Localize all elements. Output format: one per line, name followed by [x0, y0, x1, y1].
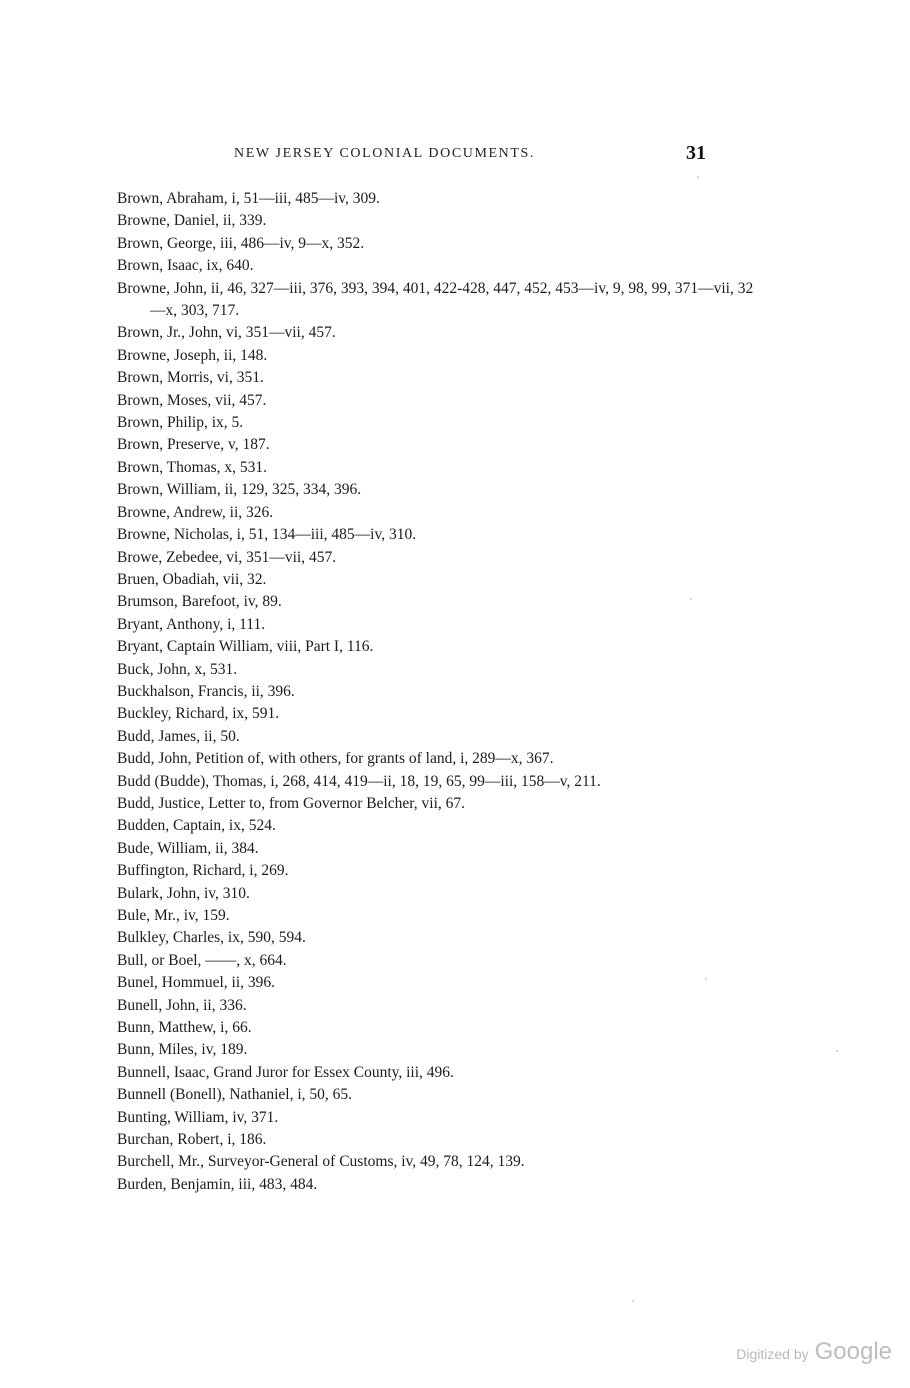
index-entry: Brown, Philip, ix, 5.: [117, 414, 244, 432]
index-entry: Budden, Captain, ix, 524.: [117, 817, 276, 835]
index-entry: Brown, Thomas, x, 531.: [117, 458, 267, 476]
index-entry: Bule, Mr., iv, 159.: [117, 907, 230, 924]
page-number: 31: [686, 142, 706, 164]
index-entry: Bruen, Obadiah, vii, 32.: [117, 570, 267, 588]
index-entry: Brown, Preserve, v, 187.: [117, 436, 270, 454]
paper-speck: [632, 1300, 634, 1302]
index-entry: Bulark, John, iv, 310.: [117, 884, 250, 902]
index-entry-list: [117, 188, 757, 1196]
index-entry: Bunnell (Bonell), Nathaniel, i, 50, 65.: [117, 1086, 353, 1104]
paper-speck: [836, 1050, 838, 1052]
index-entry: Brown, Abraham, i, 51—iii, 485—iv, 309.: [117, 190, 380, 207]
index-entry: Bryant, Anthony, i, 111.: [117, 615, 266, 633]
google-logo: Google: [814, 1338, 892, 1365]
index-entry: Budd (Budde), Thomas, i, 268, 414, 419—ii, 18, 19, 65, 99—iii, 158—v, 211.: [117, 772, 601, 790]
index-entry: Brown, Jr., John, vi, 351—vii, 457.: [117, 324, 336, 342]
index-entry: Budd, Justice, Letter to, from Governor Belcher, vii, 67.: [117, 794, 466, 812]
index-entry: Budd, James, ii, 50.: [117, 727, 240, 745]
index-entry: Budd, John, Petition of, with others, for grants of land, i, 289—x, 367.: [117, 750, 554, 768]
index-entry: Browne, John, ii, 46, 327—iii, 376, 393, 394, 401, 422-428, 447, 452, 453—iv, 9, 98, 99, 371—vii, 32—x, 303, 717.: [117, 279, 754, 320]
index-entry: Bunnell, Isaac, Grand Juror for Essex County, iii, 496.: [117, 1063, 454, 1081]
index-entry: Bunn, Miles, iv, 189.: [117, 1041, 248, 1059]
index-entry: Buckley, Richard, ix, 591.: [117, 705, 280, 723]
index-entry: Brumson, Barefoot, iv, 89.: [117, 593, 282, 611]
index-entry: Brown, William, ii, 129, 325, 334, 396.: [117, 481, 362, 499]
index-entry: Bunn, Matthew, i, 66.: [117, 1019, 252, 1037]
index-entry: Bunting, William, iv, 371.: [117, 1108, 279, 1126]
index-entry: Burchell, Mr., Surveyor-General of Customs, iv, 49, 78, 124, 139.: [117, 1153, 525, 1171]
index-entry: Bryant, Captain William, viii, Part I, 116.: [117, 638, 374, 656]
index-entry: Browne, Nicholas, i, 51, 134—iii, 485—iv, 310.: [117, 526, 417, 544]
index-entry: Burchan, Robert, i, 186.: [117, 1131, 267, 1149]
running-head: NEW JERSEY COLONIAL DOCUMENTS.: [234, 146, 536, 161]
paper-speck: [697, 176, 699, 178]
index-entry: Buck, John, x, 531.: [117, 660, 238, 678]
digitized-watermark: [736, 1338, 892, 1366]
index-entry: Bunell, John, ii, 336.: [117, 996, 247, 1014]
index-entry: Bude, William, ii, 384.: [117, 839, 259, 857]
index-entry: Bull, or Boel, ——, x, 664.: [117, 951, 287, 969]
index-entry: Buffington, Richard, i, 269.: [117, 862, 289, 880]
index-entry: Buckhalson, Francis, ii, 396.: [117, 682, 295, 700]
index-entry: Browne, Daniel, ii, 339.: [117, 212, 267, 230]
index-entry: Bulkley, Charles, ix, 590, 594.: [117, 929, 306, 947]
index-entry: Browne, Joseph, ii, 148.: [117, 346, 268, 364]
index-entry: Brown, Morris, vi, 351.: [117, 369, 264, 387]
paper-speck: [690, 598, 692, 600]
index-entry: Browe, Zebedee, vi, 351—vii, 457.: [117, 548, 337, 566]
index-entry: Burden, Benjamin, iii, 483, 484.: [117, 1175, 318, 1193]
index-entry: Bunel, Hommuel, ii, 396.: [117, 974, 276, 992]
index-entry: Browne, Andrew, ii, 326.: [117, 503, 274, 521]
index-entry: Brown, Isaac, ix, 640.: [117, 257, 254, 275]
digitized-label: Digitized by: [736, 1346, 809, 1362]
paper-speck: [705, 978, 707, 980]
index-entry: Brown, Moses, vii, 457.: [117, 391, 267, 409]
index-entry: Brown, George, iii, 486—iv, 9—x, 352.: [117, 234, 365, 252]
